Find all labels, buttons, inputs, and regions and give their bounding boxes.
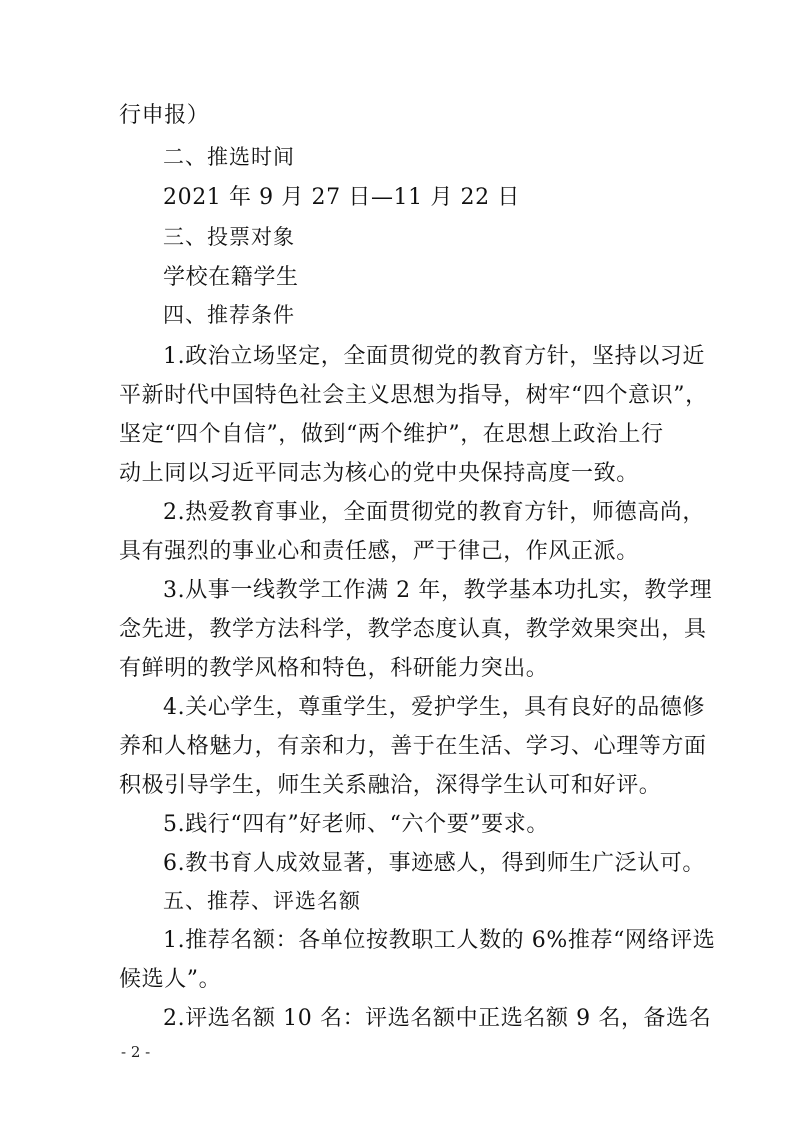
condition-4-line-3: 积极引导学生，师生关系融洽，深得学生认可和好评。 — [119, 773, 662, 798]
section-heading-conditions: 四、推荐条件 — [163, 303, 295, 327]
text-line-dates: 2021 年 9 月 27 日—11 月 22 日 — [163, 185, 520, 210]
text-line-voters: 学校在籍学生 — [163, 265, 299, 290]
quota-2-line-1: 2.评选名额 10 名：评选名额中正选名额 9 名，备选名 — [163, 1006, 712, 1031]
condition-5-line: 5.践行“四有”好老师、“六个要”要求。 — [163, 812, 549, 837]
section-heading-quota: 五、推荐、评选名额 — [163, 889, 361, 913]
text-line-continuation: 行申报） — [119, 103, 210, 128]
condition-4-line-1: 4.关心学生，尊重学生，爱护学生，具有良好的品德修 — [163, 695, 705, 720]
section-heading-voters: 三、投票对象 — [163, 225, 295, 249]
page-number: - 2 - — [121, 1043, 151, 1061]
condition-4-line-2: 养和人格魅力，有亲和力，善于在生活、学习、心理等方面 — [119, 734, 707, 759]
condition-3-line-2: 念先进，教学方法科学，教学态度认真，教学效果突出，具 — [119, 617, 707, 642]
condition-3-line-1: 3.从事一线教学工作满 2 年，教学基本功扎实，教学理 — [163, 578, 713, 603]
quota-1-line-2: 候选人”。 — [119, 967, 222, 992]
condition-1-line-1: 1.政治立场坚定，全面贯彻党的教育方针，坚持以习近 — [163, 344, 705, 369]
condition-2-line-2: 具有强烈的事业心和责任感，严于律己，作风正派。 — [119, 539, 639, 564]
condition-6-line: 6.教书育人成效显著，事迹感人，得到师生广泛认可。 — [163, 851, 705, 876]
condition-3-line-3: 有鲜明的教学风格和特色，科研能力突出。 — [119, 656, 549, 681]
condition-2-line-1: 2.热爱教育事业，全面贯彻党的教育方针，师德高尚， — [163, 500, 705, 525]
condition-1-line-2: 平新时代中国特色社会主义思想为指导，树牢“四个意识”， — [119, 383, 708, 408]
section-heading-time: 二、推选时间 — [163, 145, 295, 169]
quota-1-line-1: 1.推荐名额：各单位按教职工人数的 6%推荐“网络评选 — [163, 928, 716, 953]
condition-1-line-4: 动上同以习近平同志为核心的党中央保持高度一致。 — [119, 461, 639, 486]
condition-1-line-3: 坚定“四个自信”，做到“两个维护”，在思想上政治上行 — [119, 422, 664, 447]
